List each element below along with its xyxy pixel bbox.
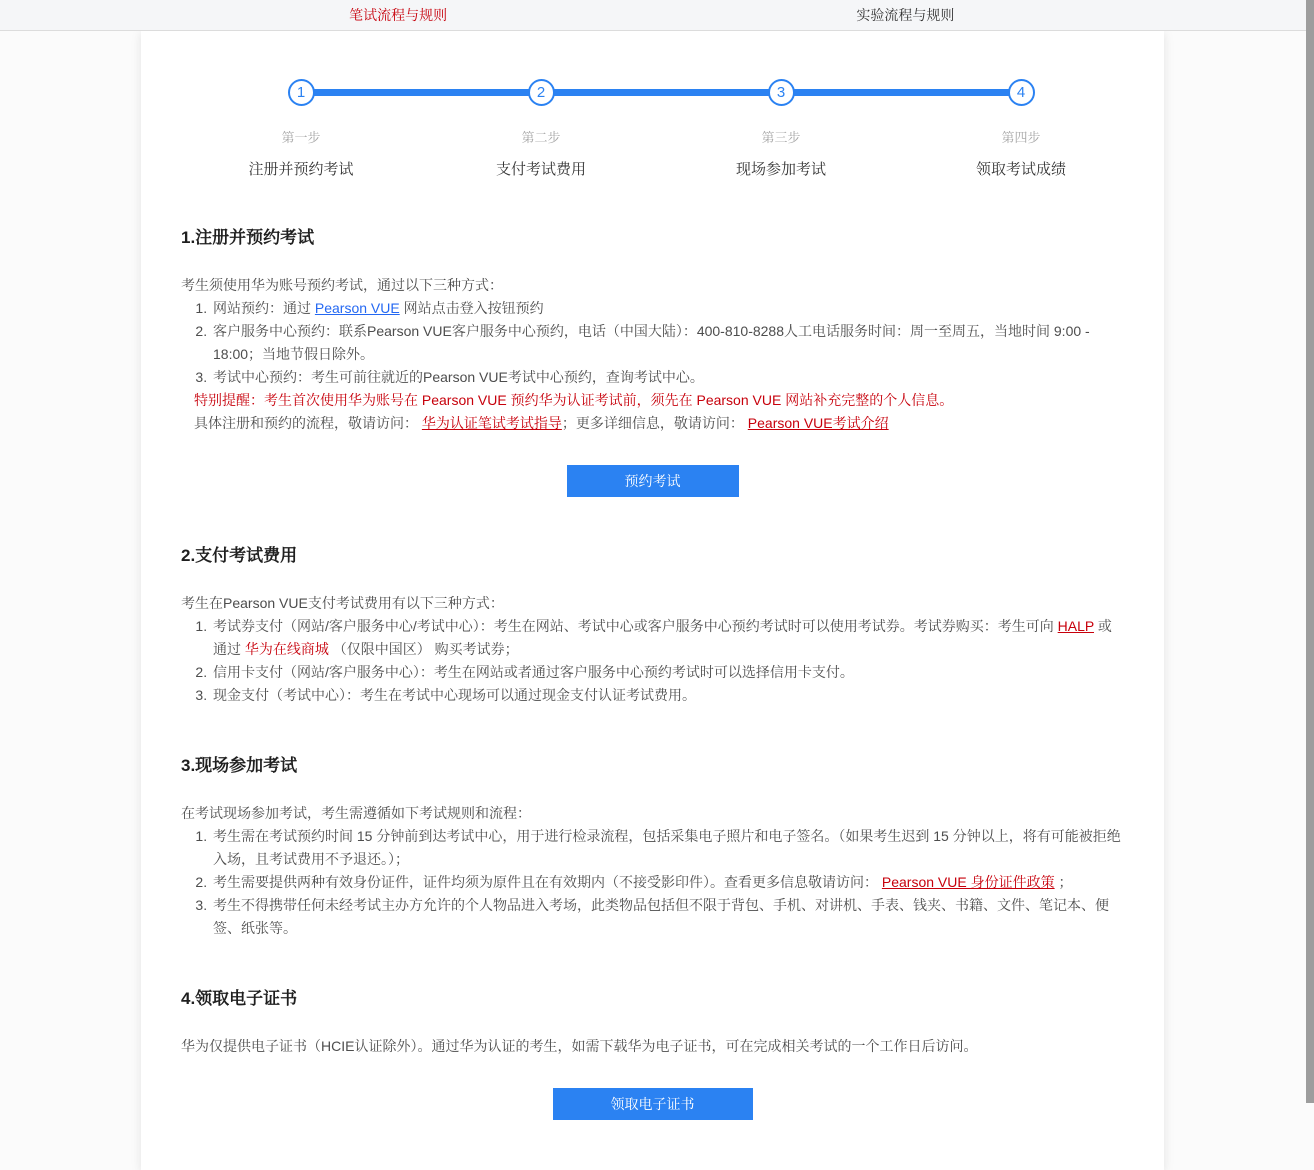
id-policy-link[interactable]: Pearson VUE 身份证件政策: [881, 874, 1055, 890]
text-segment: 考试中心预约：考生可前往就近的Pearson VUE考试中心预约，查询考试中心。: [213, 369, 704, 385]
text-segment: 或通过: [213, 618, 1112, 657]
list-item: [211, 871, 1124, 894]
scrollbar-thumb[interactable]: [1306, 0, 1314, 1103]
content-card: [141, 31, 1164, 1170]
section-2-list: [181, 615, 1124, 707]
pearson-vue-intro-link[interactable]: Pearson VUE考试介绍: [747, 415, 889, 431]
section-2: [181, 541, 1124, 707]
step-3-title: 现场参加考试: [735, 161, 826, 178]
step-2-label: 第二步: [521, 130, 561, 145]
step-4-title: 领取考试成绩: [975, 161, 1066, 178]
list-item: [211, 615, 1124, 661]
section-1-intro: 考生须使用华为账号预约考试，通过以下三种方式：: [181, 277, 503, 293]
list-item: [211, 894, 1124, 940]
step-2: [421, 79, 661, 179]
step-1-number-circle: 1: [288, 79, 315, 106]
text-segment: 具体注册和预约的流程，敬请访问：: [194, 415, 422, 431]
section-4-heading: 4.领取电子证书: [181, 989, 298, 1008]
get-certificate-button[interactable]: 领取电子证书: [553, 1088, 753, 1120]
section-3-list: [181, 825, 1124, 940]
button-row: [181, 465, 1124, 497]
tab-written-exam-rules[interactable]: 笔试流程与规则: [349, 7, 448, 23]
list-item: [211, 297, 1124, 320]
text-segment: 网站点击登入按钮预约: [399, 300, 544, 316]
step-3: [661, 79, 901, 179]
text-segment: 考生需要提供两种有效身份证件，证件均须为原件且在有效期内（不接受影印件）。查看更多信息敬请访问：: [213, 874, 882, 890]
note-line: [194, 412, 1124, 435]
section-1-list: [181, 297, 1124, 389]
text-segment: 现金支付（考试中心）：考生在考试中心现场可以通过现金支付认证考试费用。: [213, 687, 696, 703]
book-exam-button[interactable]: 预约考试: [567, 465, 739, 497]
huawei-online-store-link[interactable]: 华为在线商城: [244, 641, 329, 657]
section-2-heading: 2.支付考试费用: [181, 546, 298, 565]
halp-link[interactable]: HALP: [1057, 618, 1094, 634]
section-4: [181, 984, 1124, 1120]
section-1-heading: 1.注册并预约考试: [181, 228, 315, 247]
note-line: [194, 389, 1124, 412]
section-3-heading: 3.现场参加考试: [181, 756, 298, 775]
list-item: [211, 320, 1124, 366]
text-segment: ；: [1054, 874, 1073, 890]
sections: [181, 223, 1124, 1120]
list-item: [211, 661, 1124, 684]
text-segment: 考试券支付（网站/客户服务中心/考试中心）：考生在网站、考试中心或客户服务中心预约考试时可以使用考试券。考试券购买：考生可向: [213, 618, 1058, 634]
text-segment: （仅限中国区） 购买考试券；: [328, 641, 519, 657]
step-4-number-circle: 4: [1008, 79, 1035, 106]
text-segment: 网站预约：通过: [213, 300, 315, 316]
step-1: [181, 79, 421, 179]
step-2-title: 支付考试费用: [495, 161, 586, 178]
text-segment: 考生不得携带任何未经考试主办方允许的个人物品进入考场，此类物品包括但不限于背包、手机、对讲机、手表、钱夹、书籍、文件、笔记本、便签、纸张等。: [213, 897, 1109, 936]
text-segment: ；更多详细信息，敬请访问：: [561, 415, 748, 431]
step-4-label: 第四步: [1001, 130, 1041, 145]
tab-lab-exam-rules[interactable]: 实验流程与规则: [856, 7, 955, 23]
scrollbar[interactable]: [1306, 0, 1314, 1103]
tab-bar: [0, 0, 1314, 31]
step-2-number-circle: 2: [528, 79, 555, 106]
button-row: [181, 1088, 1124, 1120]
text-segment: 客户服务中心预约：联系Pearson VUE客户服务中心预约，电话（中国大陆）：400-810-8288人工电话服务时间：周一至周五，当地时间 9:00 - 18:00；当地节假日除外。: [213, 323, 1090, 362]
text-segment: 考生需在考试预约时间 15 分钟前到达考试中心，用于进行检录流程，包括采集电子照片和电子签名。（如果考生迟到 15 分钟以上，将有可能被拒绝入场，且考试费用不予退还。）；: [213, 828, 1121, 867]
list-item: [211, 825, 1124, 871]
step-1-title: 注册并预约考试: [248, 161, 354, 178]
section-2-intro: 考生在Pearson VUE支付考试费用有以下三种方式：: [181, 595, 504, 611]
written-exam-guide-link[interactable]: 华为认证笔试考试指导: [421, 415, 562, 431]
step-3-number-circle: 3: [768, 79, 795, 106]
section-1-notes: [194, 389, 1124, 435]
section-1: [181, 223, 1124, 497]
list-item: [211, 366, 1124, 389]
pearson-vue-link[interactable]: Pearson VUE: [314, 300, 400, 316]
section-4-intro: 华为仅提供电子证书（HCIE认证除外）。通过华为认证的考生，如需下载华为电子证书，可在完成相关考试的一个工作日后访问。: [181, 1038, 978, 1054]
step-3-label: 第三步: [761, 130, 801, 145]
highlighted-text: 特别提醒：考生首次使用华为账号在 Pearson VUE 预约华为认证考试前，须先在 Pearson VUE 网站补充完整的个人信息。: [194, 392, 954, 408]
list-item: [211, 684, 1124, 707]
text-segment: 信用卡支付（网站/客户服务中心）：考生在网站或者通过客户服务中心预约考试时可以选择信用卡支付。: [213, 664, 854, 680]
step-1-label: 第一步: [281, 130, 321, 145]
section-3-intro: 在考试现场参加考试，考生需遵循如下考试规则和流程：: [181, 805, 531, 821]
stepper-steps: [181, 79, 1141, 179]
section-3: [181, 751, 1124, 940]
stepper: [181, 79, 1141, 179]
step-4: [901, 79, 1141, 179]
